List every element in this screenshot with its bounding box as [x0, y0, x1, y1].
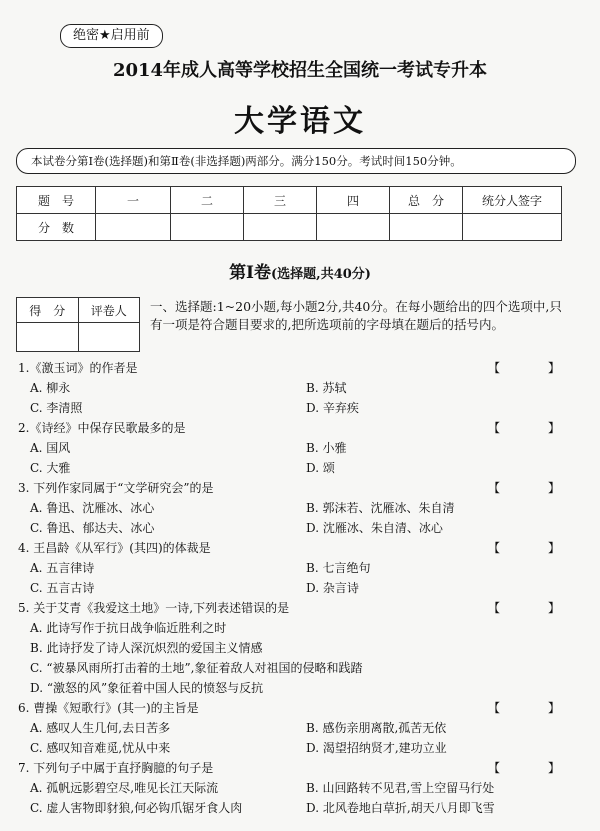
question-stem: 6. 曹操《短歌行》(其一)的主旨是 — [18, 701, 199, 715]
grader-reviewer-label: 评卷人 — [78, 298, 140, 323]
option-group — [18, 778, 578, 818]
answer-option: C. 感叹知音难觅,忧从中来 — [30, 741, 171, 755]
answer-option: B. 山回路转不见君,雪上空留马行处 — [306, 781, 495, 795]
score-table-score-row — [17, 214, 562, 241]
question-item — [18, 478, 578, 538]
part-one-title: 第Ⅰ卷 — [229, 263, 272, 283]
score-entry-cell[interactable] — [390, 214, 463, 241]
score-entry-cell[interactable] — [463, 214, 562, 241]
score-table-cell: 统分人签字 — [463, 187, 562, 214]
score-entry-cell[interactable] — [96, 214, 171, 241]
question-list — [18, 358, 578, 818]
question-item — [18, 418, 578, 478]
answer-option: B. 郭沫若、沈雁冰、朱自清 — [306, 501, 455, 515]
answer-option: C. “被暴风雨所打击着的土地”,象征着敌人对祖国的侵略和践踏 — [30, 661, 363, 675]
answer-option: C. 虚人害物即豺狼,何必钩爪锯牙食人肉 — [30, 801, 243, 815]
answer-option: D. 杂言诗 — [306, 581, 359, 595]
option-group — [18, 558, 578, 598]
answer-option: D. 颂 — [306, 461, 335, 475]
answer-option: A. 国风 — [30, 441, 71, 455]
option-group — [18, 618, 578, 698]
answer-bracket[interactable]: 【 】 — [487, 601, 578, 615]
answer-option: A. 五言律诗 — [30, 561, 95, 575]
question-item — [18, 598, 578, 698]
answer-option: D. “激怒的风”象征着中国人民的愤怒与反抗 — [30, 681, 264, 695]
answer-option: A. 此诗写作于抗日战争临近胜利之时 — [30, 621, 227, 635]
answer-option: A. 鲁迅、沈雁冰、冰心 — [30, 501, 155, 515]
answer-option: A. 孤帆远影碧空尽,唯见长江天际流 — [30, 781, 219, 795]
question-item — [18, 538, 578, 598]
question-stem: 7. 下列句子中属于直抒胸臆的句子是 — [18, 761, 214, 775]
answer-option: B. 此诗抒发了诗人深沉炽烈的爱国主义情感 — [30, 641, 263, 655]
grader-reviewer-cell[interactable] — [78, 323, 140, 352]
answer-option: B. 七言绝句 — [306, 561, 371, 575]
question-item — [18, 698, 578, 758]
question-stem: 5. 关于艾青《我爱这土地》一诗,下列表述错误的是 — [18, 601, 290, 615]
answer-option: D. 北风卷地白草折,胡天八月即飞雪 — [306, 801, 495, 815]
subject-title: 大学语文 — [234, 104, 366, 139]
answer-option: D. 沈雁冰、朱自清、冰心 — [306, 521, 443, 535]
option-group — [18, 438, 578, 478]
question-stem: 1.《激玉词》的作者是 — [18, 361, 138, 375]
grader-score-cell[interactable] — [17, 323, 79, 352]
score-table-cell: 总 分 — [390, 187, 463, 214]
question-item — [18, 358, 578, 418]
part-one-note: (选择题,共40分) — [271, 267, 371, 282]
score-table-cell: 三 — [244, 187, 317, 214]
section-instruction: 一、选择题:1~20小题,每小题2分,共40分。在每小题给出的四个选项中,只有一项是符合题目要求的,把所选项前的字母填在题后的括号内。 — [150, 299, 562, 332]
score-table-header-row — [17, 187, 562, 214]
question-stem: 4. 王昌龄《从军行》(其四)的体裁是 — [18, 541, 211, 555]
answer-option: C. 鲁迅、郁达夫、冰心 — [30, 521, 155, 535]
score-table-cell: 四 — [317, 187, 390, 214]
answer-option: C. 五言古诗 — [30, 581, 95, 595]
score-table-cell: 分 数 — [17, 214, 96, 241]
answer-option: A. 感叹人生几何,去日苦多 — [30, 721, 171, 735]
confidential-label: 绝密★启用前 — [60, 24, 163, 48]
question-stem: 3. 下列作家同属于“文学研究会”的是 — [18, 481, 214, 495]
answer-option: C. 大雅 — [30, 461, 71, 475]
score-entry-cell[interactable] — [171, 214, 244, 241]
option-group — [18, 498, 578, 538]
question-stem: 2.《诗经》中保存民歌最多的是 — [18, 421, 186, 435]
score-entry-cell[interactable] — [317, 214, 390, 241]
score-table-cell: 题 号 — [17, 187, 96, 214]
option-group — [18, 378, 578, 418]
answer-bracket[interactable]: 【 】 — [487, 761, 578, 775]
exam-notice: 本试卷分第Ⅰ卷(选择题)和第Ⅱ卷(非选择题)两部分。满分150分。考试时间150分钟。 — [16, 148, 576, 174]
answer-option: A. 柳永 — [30, 381, 71, 395]
option-group — [18, 718, 578, 758]
answer-option: B. 苏轼 — [306, 381, 347, 395]
score-table — [16, 186, 562, 241]
grader-score-label: 得 分 — [17, 298, 79, 323]
part-one-heading — [0, 258, 600, 283]
exam-title: 2014年成人高等学校招生全国统一考试专升本 — [112, 60, 488, 81]
score-table-cell: 一 — [96, 187, 171, 214]
score-table-cell: 二 — [171, 187, 244, 214]
grader-table — [16, 297, 140, 352]
answer-option: B. 感伤亲朋离散,孤苦无依 — [306, 721, 447, 735]
answer-bracket[interactable]: 【 】 — [487, 541, 578, 555]
answer-bracket[interactable]: 【 】 — [487, 421, 578, 435]
grader-header-row — [17, 298, 140, 323]
score-entry-cell[interactable] — [244, 214, 317, 241]
question-item — [18, 758, 578, 818]
answer-bracket[interactable]: 【 】 — [487, 481, 578, 495]
answer-option: B. 小雅 — [306, 441, 347, 455]
answer-option: D. 辛弃疾 — [306, 401, 359, 415]
answer-option: D. 渴望招纳贤才,建功立业 — [306, 741, 447, 755]
answer-option: C. 李清照 — [30, 401, 83, 415]
answer-bracket[interactable]: 【 】 — [487, 361, 578, 375]
answer-bracket[interactable]: 【 】 — [487, 701, 578, 715]
grader-entry-row — [17, 323, 140, 352]
